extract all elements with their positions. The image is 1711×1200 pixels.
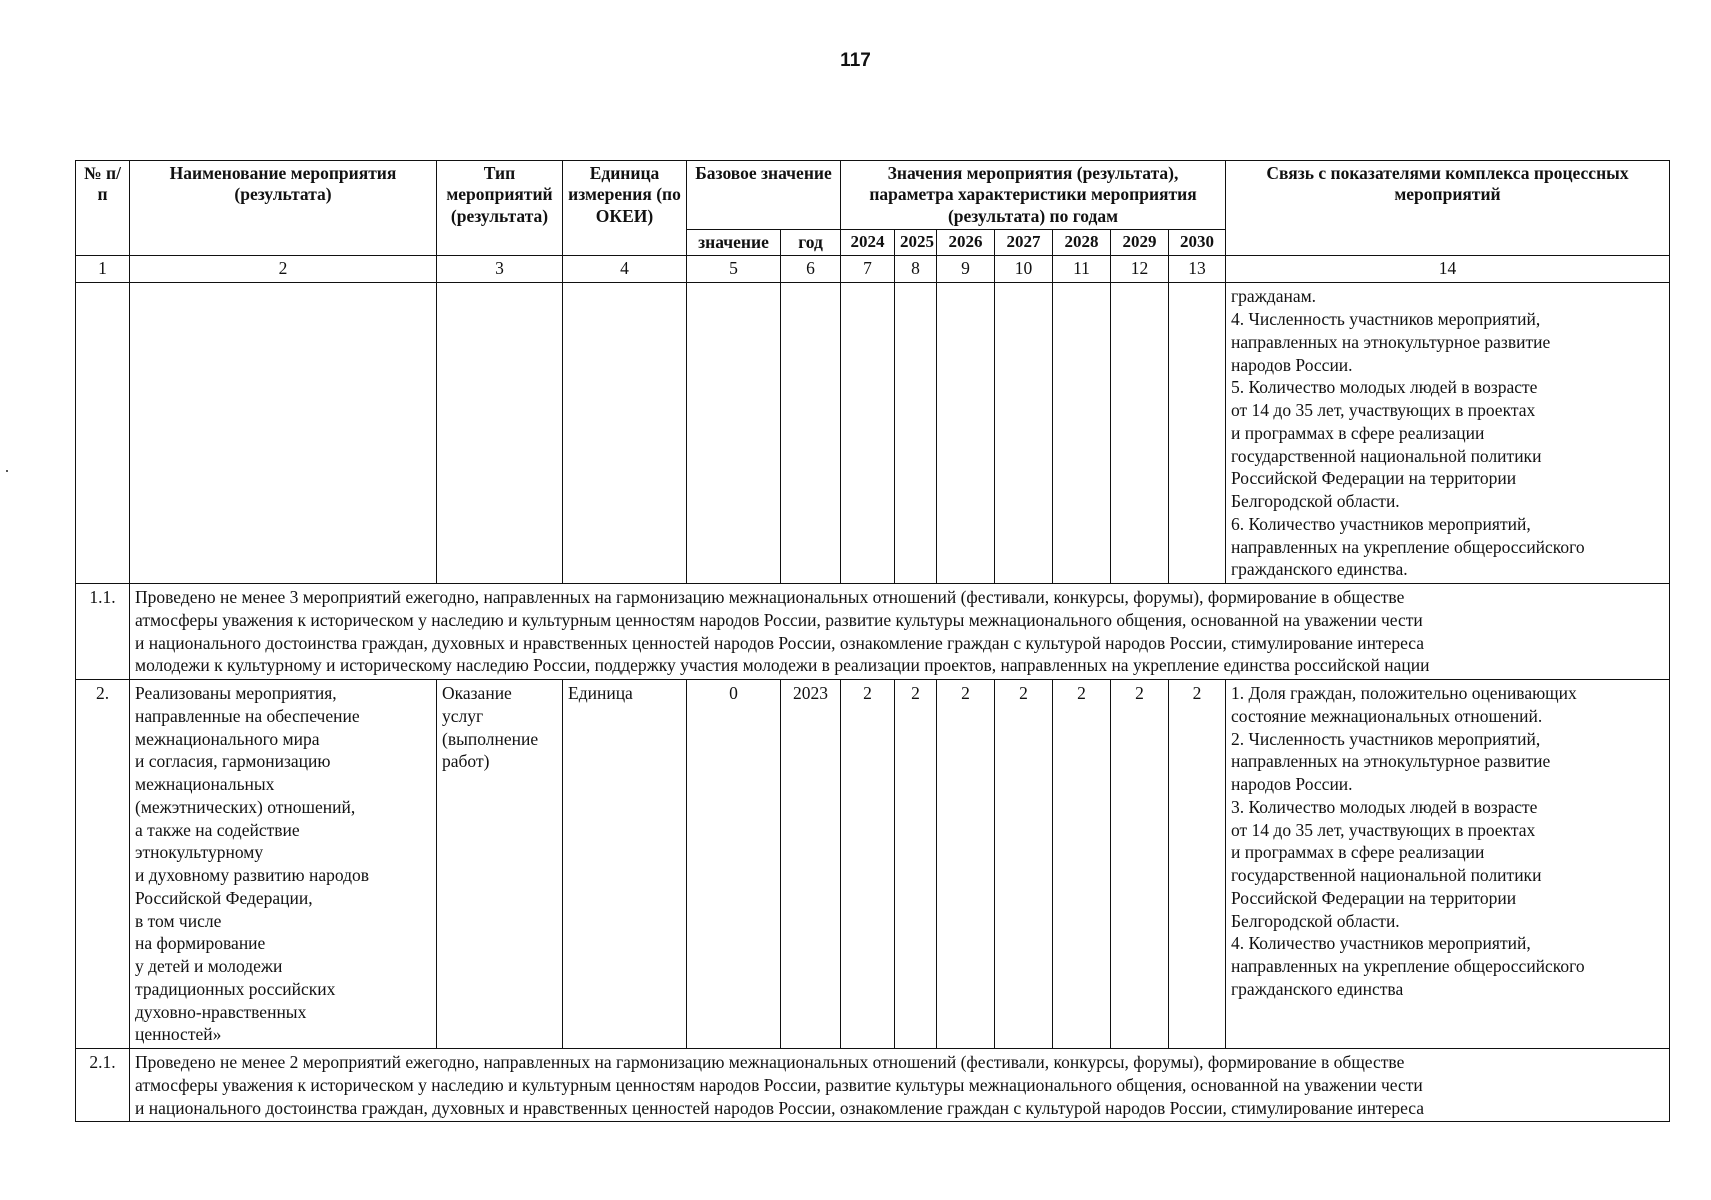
year-value: 2 (1169, 680, 1226, 1049)
activities-table (75, 160, 1670, 1122)
row-number: 1.1. (76, 584, 130, 680)
link-line: направленных на укрепление общероссийского (1231, 956, 1585, 977)
activity-name (130, 680, 437, 1049)
name-line: на формирование (135, 933, 266, 954)
header-year: 2025 (895, 230, 937, 256)
link-line: народов России. (1231, 774, 1353, 795)
column-number: 5 (687, 256, 781, 283)
link-line: Белгородской области. (1231, 910, 1400, 931)
link-line: 6. Количество участников мероприятий, (1231, 513, 1531, 534)
link-line: Белгородской области. (1231, 491, 1400, 512)
continuation-row (76, 283, 1670, 584)
link-line: гражданам. (1231, 286, 1317, 307)
header-type: Тип мероприятий (результата) (437, 161, 563, 256)
name-line: в том числе (135, 910, 222, 931)
column-number: 2 (130, 256, 437, 283)
activity-type (437, 680, 563, 1049)
column-number: 14 (1226, 256, 1670, 283)
name-line: направленные на обеспечение (135, 705, 360, 726)
link-line: и программах в сфере реализации (1231, 842, 1485, 863)
link-line: состояние межнациональных отношений. (1231, 705, 1543, 726)
sub-row-line: Проведено не менее 2 мероприятий ежегодно, направленных на гармонизацию межнациональных отношений (фестивали, конкурсы, форумы), формирование в обществе (135, 1052, 1405, 1073)
name-line: духовно-нравственных (135, 1001, 307, 1022)
sub-row-line: и национального достоинства граждан, духовных и нравственных ценностей народов России, ознакомление граждан с культурой народов России, стимулирование интереса (135, 632, 1425, 653)
column-number: 1 (76, 256, 130, 283)
sub-row-line: и национального достоинства граждан, духовных и нравственных ценностей народов России, ознакомление граждан с культурой народов России, стимулирование интереса (135, 1097, 1425, 1118)
year-value: 2 (995, 680, 1053, 1049)
link-line: направленных на этнокультурное развитие (1231, 751, 1551, 772)
column-number: 7 (841, 256, 895, 283)
header-base-year: год (781, 230, 841, 256)
header-number: № п/п (76, 161, 130, 256)
type-line: (выполнение (442, 728, 539, 749)
name-line: межнациональных (135, 774, 275, 795)
year-value: 2 (1111, 680, 1169, 1049)
link-line: 5. Количество молодых людей в возрасте (1231, 377, 1538, 398)
link-line: государственной национальной политики (1231, 445, 1542, 466)
column-number: 6 (781, 256, 841, 283)
column-number: 11 (1053, 256, 1111, 283)
column-number: 10 (995, 256, 1053, 283)
year-value: 2 (1053, 680, 1111, 1049)
type-line: услуг (442, 705, 484, 726)
link-line: от 14 до 35 лет, участвующих в проектах (1231, 400, 1536, 421)
name-line: и духовному развитию народов (135, 865, 370, 886)
link-line: и программах в сфере реализации (1231, 422, 1485, 443)
header-year: 2024 (841, 230, 895, 256)
year-value: 2 (895, 680, 937, 1049)
continuation-link-cell (1226, 283, 1670, 584)
scan-speck (6, 470, 8, 472)
header-year: 2030 (1169, 230, 1226, 256)
link-line: 2. Численность участников мероприятий, (1231, 728, 1541, 749)
type-line: Оказание (442, 683, 512, 704)
column-number: 13 (1169, 256, 1226, 283)
link-line: направленных на укрепление общероссийского (1231, 536, 1585, 557)
name-line: Российской Федерации, (135, 887, 313, 908)
year-value: 2 (841, 680, 895, 1049)
name-line: а также на содействие (135, 819, 300, 840)
link-line: 4. Численность участников мероприятий, (1231, 309, 1541, 330)
link-line: народов России. (1231, 354, 1353, 375)
column-number: 9 (937, 256, 995, 283)
sub-row-1-1 (76, 584, 1670, 680)
unit: Единица (563, 680, 687, 1049)
header-link: Связь с показателями комплекса процессных мероприятий (1226, 161, 1670, 256)
link-line: от 14 до 35 лет, участвующих в проектах (1231, 819, 1536, 840)
header-year: 2029 (1111, 230, 1169, 256)
row-2 (76, 680, 1670, 1049)
row-number: 2. (76, 680, 130, 1049)
header-name: Наименование мероприятия (результата) (130, 161, 437, 256)
name-line: ценностей» (135, 1024, 222, 1045)
base-year: 2023 (781, 680, 841, 1049)
header-year: 2028 (1053, 230, 1111, 256)
header-base: Базовое значение (687, 161, 841, 230)
header-base-value: значение (687, 230, 781, 256)
name-line: этнокультурному (135, 842, 264, 863)
row-number: 2.1. (76, 1049, 130, 1122)
sub-row-text (130, 1049, 1670, 1122)
year-value: 2 (937, 680, 995, 1049)
sub-row-line: молодежи к культурному и историческому наследию России, поддержку участия молодежи в реализации проектов, направленных на укрепление единства российской нации (135, 655, 1430, 676)
link-cell (1226, 680, 1670, 1049)
header-unit: Единица измерения (по ОКЕИ) (563, 161, 687, 256)
link-line: направленных на этнокультурное развитие (1231, 331, 1551, 352)
link-line: 3. Количество молодых людей в возрасте (1231, 796, 1538, 817)
type-line: работ) (442, 751, 490, 772)
sub-row-line: атмосферы уважения к историческом у наследию и культурным ценностям народов России, развитие культуры межнационального общения, основанной на уважении чести (135, 609, 1423, 630)
page-number: 117 (840, 50, 871, 71)
column-number: 12 (1111, 256, 1169, 283)
column-number-row (76, 256, 1670, 283)
column-number: 4 (563, 256, 687, 283)
name-line: Реализованы мероприятия, (135, 683, 337, 704)
sub-row-text (130, 584, 1670, 680)
link-line: 1. Доля граждан, положительно оценивающих (1231, 683, 1577, 704)
sub-row-line: Проведено не менее 3 мероприятий ежегодно, направленных на гармонизацию межнациональных отношений (фестивали, конкурсы, форумы), формирование в обществе (135, 587, 1405, 608)
link-line: 4. Количество участников мероприятий, (1231, 933, 1531, 954)
name-line: (межэтнических) отношений, (135, 796, 356, 817)
link-line: гражданского единства (1231, 978, 1404, 999)
link-line: Российской Федерации на территории (1231, 887, 1517, 908)
column-number: 3 (437, 256, 563, 283)
column-number: 8 (895, 256, 937, 283)
sub-row-2-1 (76, 1049, 1670, 1122)
header-values-by-year: Значения мероприятия (результата), параметра характеристики мероприятия (результата) по годам (841, 161, 1226, 230)
name-line: межнационального мира (135, 728, 320, 749)
link-line: государственной национальной политики (1231, 865, 1542, 886)
base-value: 0 (687, 680, 781, 1049)
link-line: гражданского единства. (1231, 559, 1408, 580)
name-line: традиционных российских (135, 978, 336, 999)
link-line: Российской Федерации на территории (1231, 468, 1517, 489)
header-year: 2026 (937, 230, 995, 256)
sub-row-line: атмосферы уважения к историческом у наследию и культурным ценностям народов России, развитие культуры межнационального общения, основанной на уважении чести (135, 1074, 1423, 1095)
name-line: у детей и молодежи (135, 956, 283, 977)
header-year: 2027 (995, 230, 1053, 256)
name-line: и согласия, гармонизацию (135, 751, 331, 772)
